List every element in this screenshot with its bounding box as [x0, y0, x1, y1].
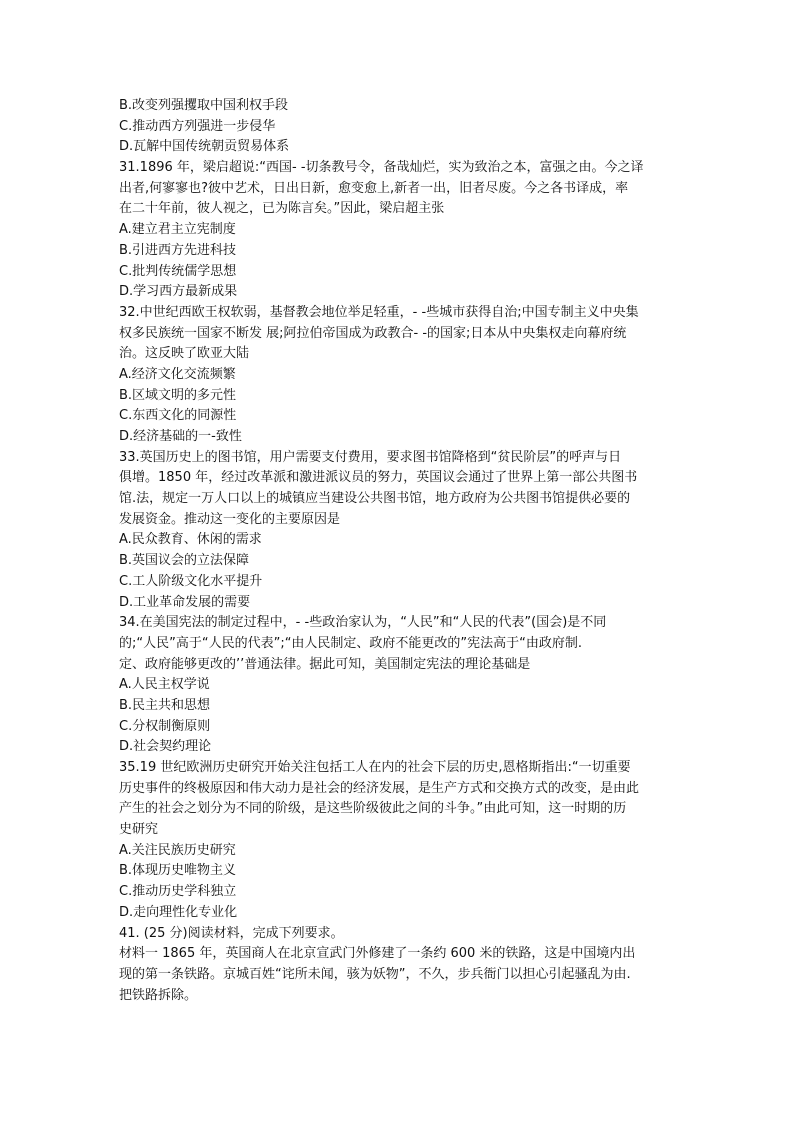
question-31-text: 出者,何寥寥也?彼中艺术，日出日新，愈变愈上,新者一出，旧者尽废。今之各书译成，率 [119, 180, 629, 196]
question-34-text: 定、政府能够更改的’’普通法律。据此可知，美国制定宪法的理论基础是 [119, 656, 531, 672]
option-a: A.经济文化交流频繁 [119, 366, 236, 382]
question-33-text: 33.英国历史上的图书馆，用户需要支付费用，要求图书馆降格到“贫民阶层”的呼声与日 [119, 449, 622, 465]
question-35-text: 历史事件的终极原因和伟大动力是社会的经济发展，是生产方式和交换方式的改变，是由此 [119, 780, 640, 796]
material-one-text: 把铁路拆除。 [119, 987, 198, 1003]
question-33-text: 馆.法，规定一万人口以上的城镇应当建设公共图书馆，地方政府为公共图书馆提供必要的 [119, 491, 631, 507]
material-one-text: 材料一 1865 年，英国商人在北京宣武门外修建了一条约 600 米的铁路，这是中国境内出 [119, 946, 636, 962]
option-c: C.工人阶级文化水平提升 [119, 573, 263, 589]
option-d: D.经济基础的一-致性 [119, 429, 242, 444]
option-a: A.人民主权学说 [119, 677, 210, 693]
option-c: C.推动西方列强进一步侵华 [119, 118, 276, 134]
option-c: C.批判传统儒学思想 [119, 263, 237, 279]
question-32-text: 32.中世纪西欧王权软弱，基督教会地位举足轻重，- -些城市获得自治;中国专制主义中央集 [119, 304, 639, 320]
option-a: A.民众教育、休闲的需求 [119, 532, 262, 548]
option-c: C.推动历史学科独立 [119, 884, 237, 900]
document-page [119, 96, 679, 1006]
option-a: A.关注民族历史研究 [119, 842, 236, 858]
option-c: C.东西文化的同源性 [119, 408, 237, 424]
question-32-text: 治。这反映了欧亚大陆 [119, 346, 250, 362]
option-c: C.分权制衡原则 [119, 718, 211, 734]
question-35-text: 史研究 [119, 822, 159, 838]
option-d: D.社会契约理论 [119, 739, 212, 755]
option-d: D.工业革命发展的需要 [119, 594, 251, 610]
option-b: B.体现历史唯物主义 [119, 863, 237, 879]
question-34-text: 的;“人民”高于“人民的代表”;“由人民制定、政府不能更改的”宪法高于“由政府制. [119, 635, 583, 651]
option-b: B.区域文明的多元性 [119, 387, 237, 403]
option-d: D.瓦解中国传统朝贡贸易体系 [119, 139, 290, 155]
question-31-text: 31.1896 年，梁启超说:“西国- -切条教号令，备哉灿烂，实为致治之本，富强之由。今之译 [119, 160, 644, 176]
option-d: D.学习西方最新成果 [119, 284, 238, 300]
question-35-text: 产生的社会之划分为不同的阶级，是这些阶级彼此之间的斗争。”由此可知，这一时期的历 [119, 801, 627, 817]
question-41-heading: 41. (25 分)阅读材料，完成下列要求。 [119, 925, 344, 941]
option-b: B.民主共和思想 [119, 697, 211, 713]
option-d: D.走向理性化专业化 [119, 904, 238, 920]
question-31-text: 在二十年前，彼人视之，已为陈言矣。”因此，梁启超主张 [119, 201, 445, 217]
option-b: B.引进西方先进科技 [119, 242, 237, 258]
option-b: B.改变列强攫取中国利权手段 [119, 98, 289, 113]
question-35-text: 35.19 世纪欧洲历史研究开始关注包括工人在内的社会下层的历史,恩格斯指出:“一切重要 [119, 760, 631, 775]
material-one-text: 现的第一条铁路。京城百姓“诧所未闻，骇为妖物”，不久，步兵衙门以担心引起骚乱为由. [119, 966, 631, 982]
question-33-text: 发展资金。推动这一变化的主要原因是 [119, 511, 341, 527]
option-b: B.英国议会的立法保障 [119, 553, 250, 569]
question-34-text: 34.在美国宪法的制定过程中，- -些政治家认为，“人民”和“人民的代表”(国会)是不同 [119, 615, 607, 631]
question-33-text: 俱增。1850 年，经过改革派和激进派议员的努力，英国议会通过了世界上第一部公共图书 [119, 470, 638, 486]
option-a: A.建立君主立宪制度 [119, 222, 236, 238]
question-32-text: 权多民族统一国家不断发 展;阿拉伯帝国成为政教合- -的国家;日本从中央集权走向幕府统 [119, 325, 627, 341]
